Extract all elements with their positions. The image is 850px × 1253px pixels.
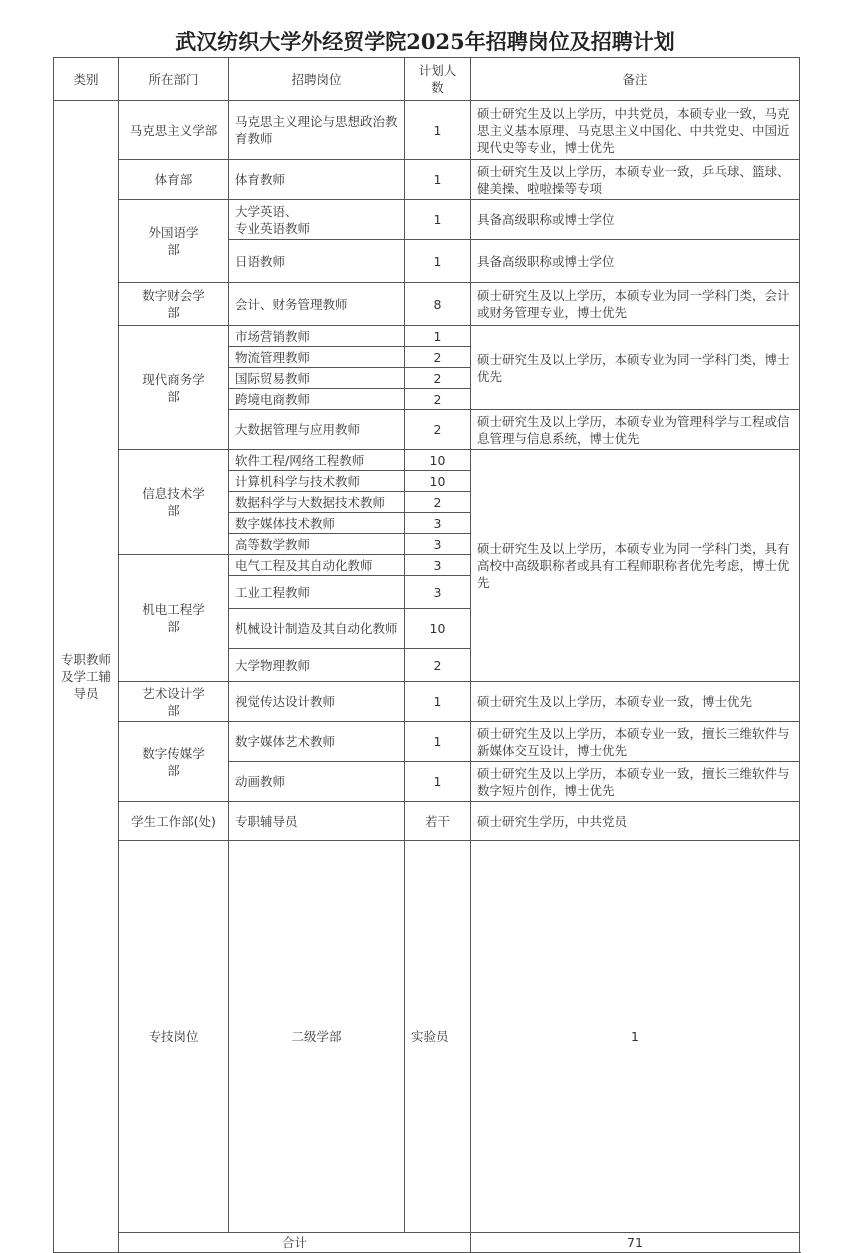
remark-cell: 硕士研究生及以上学历，本硕专业一致，擅长三维软件与新媒体交互设计，博士优先 bbox=[471, 722, 800, 762]
count-cell: 1 bbox=[471, 841, 800, 1233]
count-cell: 2 bbox=[405, 492, 471, 513]
count-cell: 3 bbox=[405, 513, 471, 534]
count-cell: 2 bbox=[405, 389, 471, 410]
position-cell: 马克思主义理论与思想政治教育教师 bbox=[229, 101, 405, 160]
count-cell: 1 bbox=[405, 200, 471, 240]
department-cell: 马克思主义学部 bbox=[119, 101, 229, 160]
table-row bbox=[54, 722, 800, 762]
remark-cell: 硕士研究生及以上学历，中共党员，本硕专业一致，马克思主义基本原理、马克思主义中国化、中共党史、中国近现代史等专业，博士优先 bbox=[471, 101, 800, 160]
count-cell: 2 bbox=[405, 368, 471, 389]
remark-cell: 硕士研究生及以上学历，本硕专业为同一学科门类，会计或财务管理专业，博士优先 bbox=[471, 283, 800, 326]
position-cell: 会计、财务管理教师 bbox=[229, 283, 405, 326]
position-cell: 视觉传达设计教师 bbox=[229, 682, 405, 722]
department-cell: 外国语学部 bbox=[119, 200, 229, 283]
count-cell: 1 bbox=[405, 682, 471, 722]
header-position: 招聘岗位 bbox=[229, 58, 405, 101]
header-department: 所在部门 bbox=[119, 58, 229, 101]
count-cell: 3 bbox=[405, 576, 471, 609]
position-cell: 国际贸易教师 bbox=[229, 368, 405, 389]
category-technical: 专技岗位 bbox=[119, 841, 229, 1233]
table-row bbox=[54, 841, 800, 1233]
count-cell: 3 bbox=[405, 555, 471, 576]
department-cell: 数字财会学部 bbox=[119, 283, 229, 326]
position-cell: 专职辅导员 bbox=[229, 802, 405, 841]
count-cell: 2 bbox=[405, 347, 471, 368]
position-cell: 跨境电商教师 bbox=[229, 389, 405, 410]
table-row bbox=[54, 802, 800, 841]
count-cell: 1 bbox=[405, 240, 471, 283]
remark-cell: 硕士研究生及以上学历，本硕专业一致，擅长三维软件与数字短片创作，博士优先 bbox=[471, 762, 800, 802]
position-cell: 实验员 bbox=[405, 841, 471, 1233]
position-cell: 机械设计制造及其自动化教师 bbox=[229, 609, 405, 649]
total-row bbox=[54, 1233, 800, 1253]
remark-cell: 硕士研究生及以上学历，本硕专业一致，博士优先 bbox=[471, 682, 800, 722]
department-cell: 数字传媒学部 bbox=[119, 722, 229, 802]
table-row bbox=[54, 326, 800, 347]
count-cell: 10 bbox=[405, 471, 471, 492]
remark-cell: 具备高级职称或博士学位 bbox=[471, 240, 800, 283]
position-cell: 日语教师 bbox=[229, 240, 405, 283]
remark-cell: 硕士研究生学历，中共党员 bbox=[471, 802, 800, 841]
table-row bbox=[54, 160, 800, 200]
total-label: 合计 bbox=[119, 1233, 471, 1253]
position-cell: 软件工程/网络工程教师 bbox=[229, 450, 405, 471]
position-cell: 大学物理教师 bbox=[229, 649, 405, 682]
department-cell: 艺术设计学部 bbox=[119, 682, 229, 722]
position-cell: 大数据管理与应用教师 bbox=[229, 410, 405, 450]
total-value: 71 bbox=[471, 1233, 800, 1253]
position-cell: 工业工程教师 bbox=[229, 576, 405, 609]
count-cell: 8 bbox=[405, 283, 471, 326]
position-cell: 电气工程及其自动化教师 bbox=[229, 555, 405, 576]
position-cell: 数据科学与大数据技术教师 bbox=[229, 492, 405, 513]
count-cell: 1 bbox=[405, 326, 471, 347]
department-cell: 学生工作部(处) bbox=[119, 802, 229, 841]
count-cell: 10 bbox=[405, 609, 471, 649]
table-row bbox=[54, 682, 800, 722]
count-cell: 2 bbox=[405, 410, 471, 450]
count-cell: 1 bbox=[405, 762, 471, 802]
remark-cell: 硕士研究生及以上学历，本硕专业为同一学科门类，博士优先 bbox=[471, 326, 800, 410]
department-cell: 信息技术学部 bbox=[119, 450, 229, 555]
position-cell: 计算机科学与技术教师 bbox=[229, 471, 405, 492]
header-category: 类别 bbox=[54, 58, 119, 101]
count-cell: 1 bbox=[405, 101, 471, 160]
count-cell: 1 bbox=[405, 160, 471, 200]
position-cell: 大学英语、 专业英语教师 bbox=[229, 200, 405, 240]
department-cell: 二级学部 bbox=[229, 841, 405, 1233]
position-cell: 高等数学教师 bbox=[229, 534, 405, 555]
header-row bbox=[54, 58, 800, 101]
header-count: 计划人数 bbox=[405, 58, 471, 101]
department-cell: 现代商务学部 bbox=[119, 326, 229, 450]
position-cell: 数字媒体技术教师 bbox=[229, 513, 405, 534]
position-cell: 动画教师 bbox=[229, 762, 405, 802]
count-cell: 若干 bbox=[405, 802, 471, 841]
position-cell: 物流管理教师 bbox=[229, 347, 405, 368]
table-row bbox=[54, 200, 800, 240]
position-cell: 数字媒体艺术教师 bbox=[229, 722, 405, 762]
recruitment-table bbox=[53, 57, 800, 1253]
table-row bbox=[54, 101, 800, 160]
count-cell: 1 bbox=[405, 722, 471, 762]
remark-cell: 硕士研究生及以上学历，本硕专业一致，乒乓球、篮球、健美操、啦啦操等专项 bbox=[471, 160, 800, 200]
remark-cell: 硕士研究生及以上学历，本硕专业为同一学科门类，具有高校中高级职称者或具有工程师职称者优先考虑，博士优先 bbox=[471, 450, 800, 682]
count-cell: 2 bbox=[405, 649, 471, 682]
table-row bbox=[54, 450, 800, 471]
remark-cell: 具备高级职称或博士学位 bbox=[471, 200, 800, 240]
position-cell: 体育教师 bbox=[229, 160, 405, 200]
header-remarks: 备注 bbox=[471, 58, 800, 101]
remark-cell: 硕士研究生及以上学历，本硕专业为管理科学与工程或信息管理与信息系统，博士优先 bbox=[471, 410, 800, 450]
count-cell: 10 bbox=[405, 450, 471, 471]
count-cell: 3 bbox=[405, 534, 471, 555]
department-cell: 体育部 bbox=[119, 160, 229, 200]
department-cell: 机电工程学部 bbox=[119, 555, 229, 682]
position-cell: 市场营销教师 bbox=[229, 326, 405, 347]
table-row bbox=[54, 283, 800, 326]
page-title: 武汉纺织大学外经贸学院2025年招聘岗位及招聘计划 bbox=[175, 29, 675, 54]
category-full-time: 专职教师及学工辅导员 bbox=[54, 101, 119, 1253]
